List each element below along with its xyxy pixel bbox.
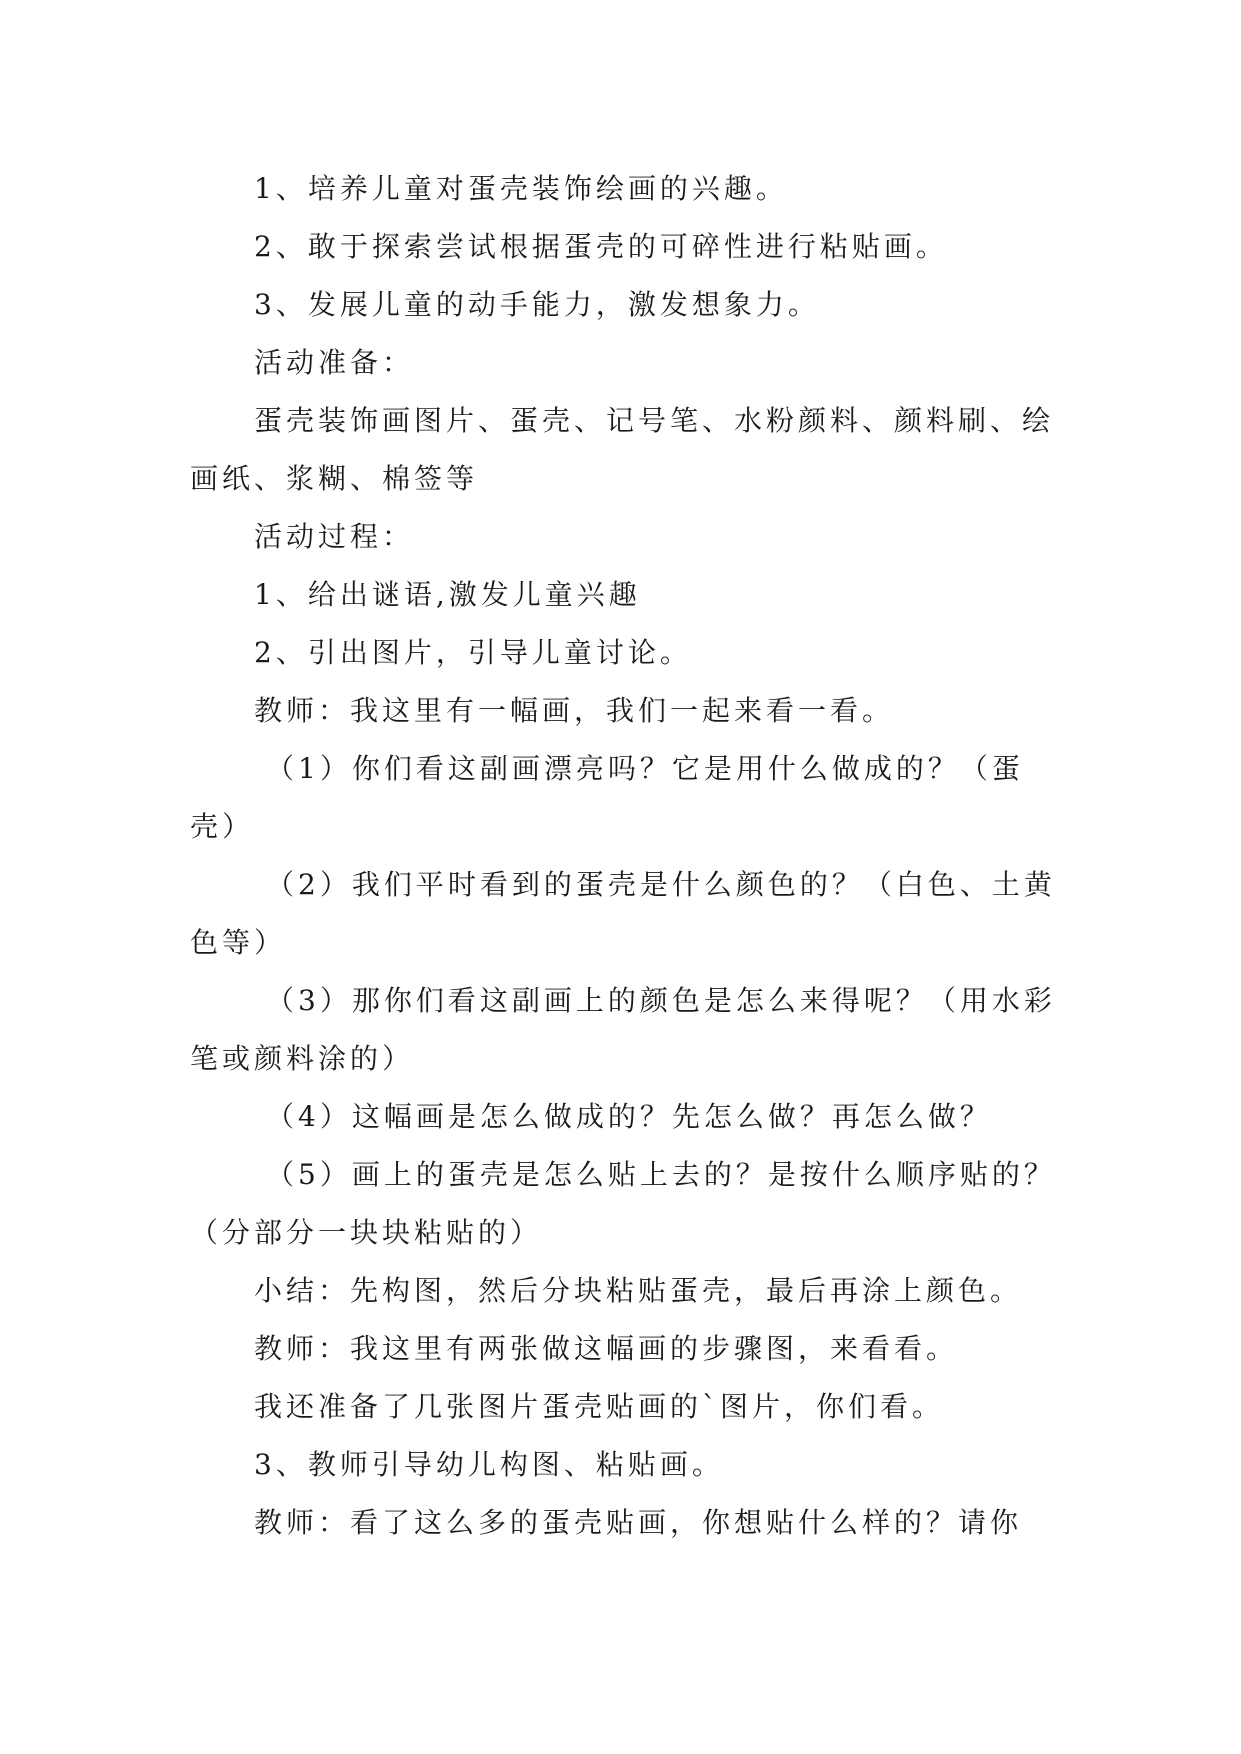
heading-activity-process: 活动过程： bbox=[254, 520, 415, 553]
paragraph-step-2: 2、引出图片，引导儿童讨论。 bbox=[254, 636, 692, 669]
paragraph-question-2: （2）我们平时看到的蛋壳是什么颜色的？（白色、土黄色等） bbox=[190, 868, 1056, 959]
paragraph-teacher-steps: 教师：我这里有两张做这幅画的步骤图，来看看。 bbox=[254, 1332, 959, 1365]
paragraph-question-4: （4）这幅画是怎么做成的？先怎么做？再怎么做？ bbox=[266, 1100, 992, 1133]
paragraph-question-1: （1）你们看这副画漂亮吗？它是用什么做成的？（蛋壳） bbox=[190, 752, 1024, 843]
paragraph-step-3: 3、教师引导幼儿构图、粘贴画。 bbox=[254, 1448, 724, 1481]
paragraph-summary: 小结：先构图，然后分块粘贴蛋壳，最后再涂上颜色。 bbox=[254, 1274, 1023, 1307]
paragraph-materials: 蛋壳装饰画图片、蛋壳、记号笔、水粉颜料、颜料刷、绘画纸、浆糊、棉签等 bbox=[190, 404, 1055, 495]
paragraph-goal-1: 1、培养儿童对蛋壳装饰绘画的兴趣。 bbox=[254, 172, 788, 205]
paragraph-teacher-pictures: 我还准备了几张图片蛋壳贴画的`图片，你们看。 bbox=[254, 1390, 945, 1423]
paragraph-question-5: （5）画上的蛋壳是怎么贴上去的？是按什么顺序贴的？（分部分一块块粘贴的） bbox=[190, 1158, 1056, 1249]
document-body bbox=[190, 160, 1070, 1552]
paragraph-question-3: （3）那你们看这副画上的颜色是怎么来得呢？（用水彩笔或颜料涂的） bbox=[190, 984, 1056, 1075]
paragraph-teacher-intro: 教师：我这里有一幅画，我们一起来看一看。 bbox=[254, 694, 895, 727]
paragraph-goal-3: 3、发展儿童的动手能力，激发想象力。 bbox=[254, 288, 820, 321]
paragraph-step-1: 1、给出谜语,激发儿童兴趣 bbox=[254, 578, 641, 611]
paragraph-teacher-prompt: 教师：看了这么多的蛋壳贴画，你想贴什么样的？请你 bbox=[254, 1506, 1023, 1539]
heading-activity-preparation: 活动准备： bbox=[254, 346, 415, 379]
paragraph-goal-2: 2、敢于探索尝试根据蛋壳的可碎性进行粘贴画。 bbox=[254, 230, 948, 263]
